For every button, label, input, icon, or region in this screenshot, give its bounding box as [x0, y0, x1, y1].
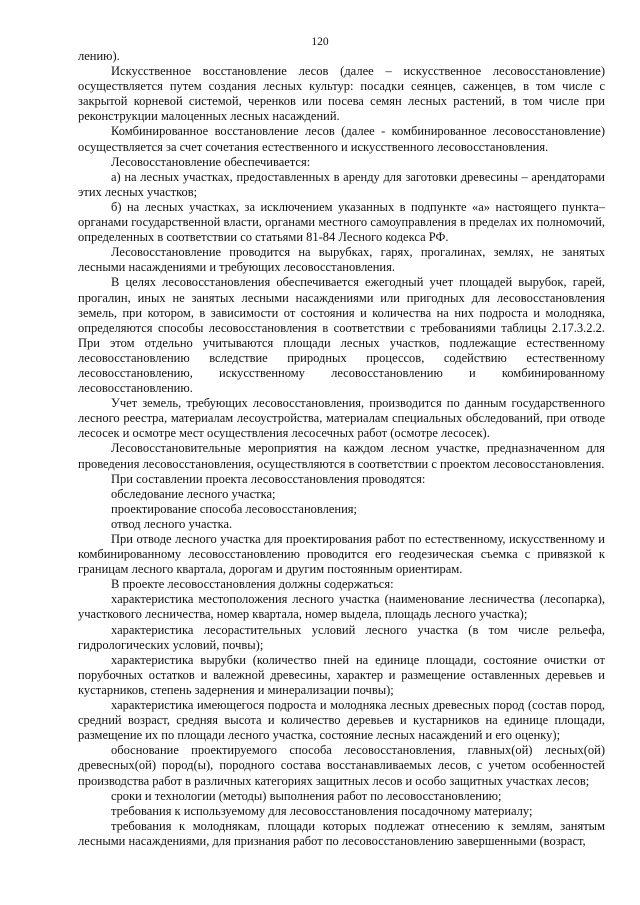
paragraph: отвод лесного участка.: [111, 516, 233, 531]
paragraph: требования к молоднякам, площади которых подлежат отнесению к землям, занятым лесными насаждениями, для признания работ по лесовосстановлению завершенными (возраст,: [78, 818, 605, 848]
paragraph: Лесовосстановление обеспечивается:: [111, 154, 311, 169]
paragraph: характеристика лесорастительных условий лесного участка (в том числе рельефа, гидрологических условий, почвы);: [78, 622, 605, 652]
paragraph: сроки и технологии (методы) выполнения работ по лесовосстановлению;: [111, 788, 502, 803]
paragraph: В проекте лесовосстановления должны содержаться:: [111, 577, 394, 592]
paragraph: Искусственное восстановление лесов (далее – искусственное лесовосстановление) осуществляется путем создания лесных культур: посадки сеянцев, саженцев, в том числе с закрытой корневой системой, черенков или посева семян лесных растений, в том числе при реконструкции малоценных лесных насаждений.: [78, 64, 605, 124]
paragraph: Лесовосстановление проводится на вырубках, гарях, прогалинах, землях, не занятых лесными насаждениями и требующих лесовосстановления.: [78, 245, 605, 275]
paragraph: проектирование способа лесовосстановления;: [111, 501, 358, 516]
paragraph: характеристика имеющегося подроста и молодняка лесных древесных пород (состав пород, средний возраст, средняя высота и количество деревьев и кустарников на единице площади, размещение их по площади лесного участка, состояние лесных насаждений и его оценку);: [78, 698, 605, 743]
paragraph: Лесовосстановительные мероприятия на каждом лесном участке, предназначенном для проведения лесовосстановления, осуществляются в соответствии с проектом лесовосстановления.: [78, 441, 605, 471]
paragraph: б) на лесных участках, за исключением указанных в подпункте «а» настоящего пункта– органами государственной власти, органами местного самоуправления в пределах их полномочий, определенных в соответствии со статьями 81-84 Лесного кодекса РФ.: [78, 199, 605, 245]
paragraph: а) на лесных участках, предоставленных в аренду для заготовки древесины – арендаторами этих лесных участков;: [78, 169, 605, 199]
paragraph: При отводе лесного участка для проектирования работ по естественному, искусственному и комбинированному лесовосстановлению проводится его геодезическая съемка с привязкой к границам лесного квартала, дорогам и другим постоянным ориентирам.: [78, 532, 605, 577]
paragraph: требования к используемому для лесовосстановления посадочному материалу;: [111, 803, 533, 818]
paragraph: характеристика вырубки (количество пней на единице площади, состояние очистки от порубочных остатков и валежной древесины, характер и размещение оставленных деревьев и кустарников, степень задернения и минерализации почвы);: [78, 652, 605, 697]
paragraph: лению).: [78, 49, 120, 63]
document-body: [78, 49, 605, 849]
page-number: 120: [311, 36, 329, 48]
paragraph: обоснование проектируемого способа лесовосстановления, главных(ой) лесных(ой) древесных(ой) пород(ы), породного состава восстанавливаемых лесов, с учетом особенностей производства работ в различных категориях защитных лесов и особо защитных участках лесов;: [78, 743, 605, 788]
paragraph: Учет земель, требующих лесовосстановления, производится по данным государственного лесного реестра, материалам лесоустройства, материалам специальных обследований, при отводе лесосек и осмотре мест осуществления лесосечных работ (осмотре лесосек).: [78, 396, 605, 441]
paragraph: Комбинированное восстановление лесов (далее - комбинированное лесовосстановление) осуществляется за счет сочетания естественного и искусственного лесовосстановления.: [78, 124, 605, 154]
paragraph: обследование лесного участка;: [111, 486, 276, 501]
paragraph: При составлении проекта лесовосстановления проводятся:: [111, 471, 426, 486]
paragraph: характеристика местоположения лесного участка (наименование лесничества (лесопарка), участкового лесничества, номер квартала, номер выдела, площадь лесного участка);: [78, 592, 605, 622]
paragraph: В целях лесовосстановления обеспечивается ежегодный учет площадей вырубок, гарей, прогалин, иных не занятых лесными насаждениями или пригодных для лесовосстановления земель, при котором, в зависимости от состояния и количества на них подроста и молодняка, определяются способы лесовосстановления в соответствии с требованиями таблицы 2.17.3.2.2. При этом отдельно учитываются площади лесных участков, подлежащие естественному лесовосстановлению вследствие природных процессов, содействию естественному лесовосстановлению, искусственному лесовосстановлению и комбинированному лесовосстановлению.: [78, 275, 605, 396]
